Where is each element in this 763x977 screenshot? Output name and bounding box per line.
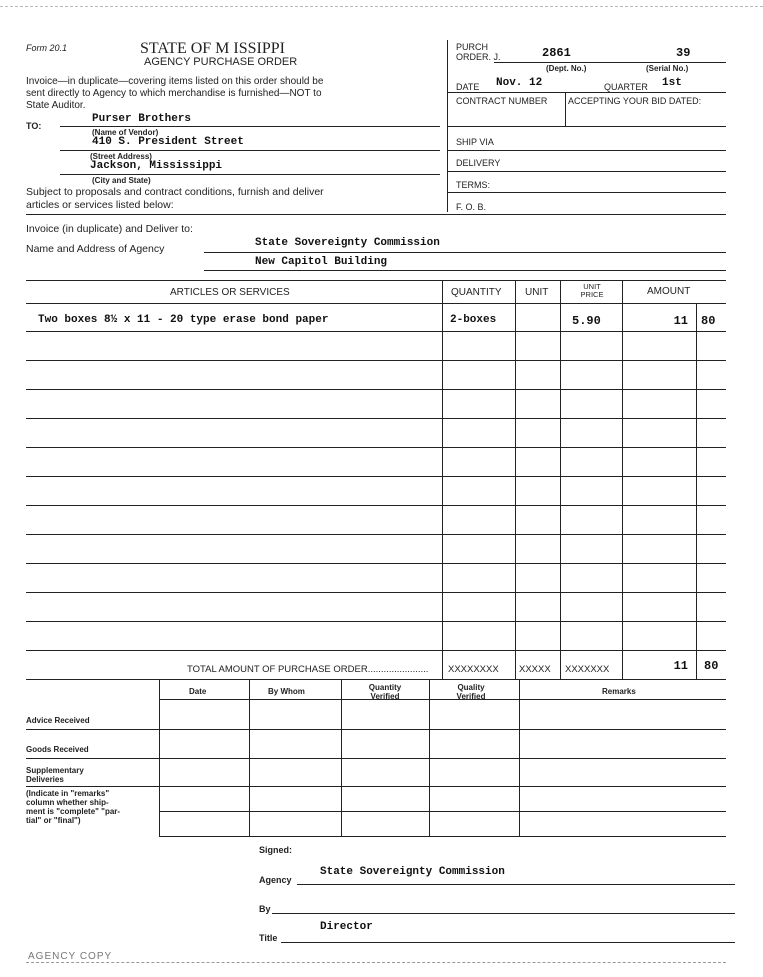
receipt-row-line [159,811,726,812]
receipt-row-line [26,758,726,759]
item-row-line [26,563,726,564]
item-amount-dollars: 11 [673,314,688,328]
bottom-tear-edge [26,962,726,963]
agency-name-line [204,252,726,253]
item-article: Two boxes 8½ x 11 - 20 type erase bond paper [38,314,329,326]
items-col-divider-4 [622,280,623,680]
vendor-city: Jackson, Mississippi [90,160,223,172]
item-row-line [26,360,726,361]
sig-by-label: By [259,904,271,914]
agency-address: New Capitol Building [255,256,388,268]
receipt-table-bottom [159,836,726,837]
supplementary-deliveries-label: Supplementary Deliveries [26,766,84,784]
order-number-line [494,62,726,63]
goods-received-label: Goods Received [26,745,89,754]
items-header-bottom [26,303,726,304]
dept-number: 2861 [542,46,571,60]
item-row-line [26,592,726,593]
contract-row-line [448,126,726,127]
receipt-row-line [26,786,726,787]
amount-header: AMOUNT [647,286,691,297]
invoice-deliver-text: Invoice (in duplicate) and Deliver to: [26,223,193,235]
form-number: Form 20.1 [26,43,68,53]
receipt-date-header: Date [189,687,207,696]
item-row-line [26,331,726,332]
date-row-line [448,92,726,93]
delivery-label: DELIVERY [456,158,501,168]
sig-by-line [272,913,735,914]
ship-via-label: SHIP VIA [456,137,494,147]
quarter-value: 1st [662,77,682,89]
items-col-divider-3 [560,280,561,680]
advice-received-label: Advice Received [26,716,90,725]
fob-label: F. O. B. [456,202,487,212]
total-amount-dollars: 11 [673,659,688,673]
vendor-name-line [60,126,440,127]
articles-header: ARTICLES OR SERVICES [170,287,290,298]
item-quantity: 2-boxes [450,314,497,326]
agency-address-line [204,270,726,271]
item-row-line [26,418,726,419]
quarter-label: QUARTER [604,82,648,92]
contract-divider [565,92,566,126]
total-amount-cents: 80 [704,659,719,673]
terms-label: TERMS: [456,180,491,190]
delivery-line [448,171,726,172]
total-label: TOTAL AMOUNT OF PURCHASE ORDER....................... [187,664,429,675]
header-bottom-rule [26,214,726,215]
vendor-name: Purser Brothers [92,113,192,125]
unit-price-header: UNIT PRICE [580,282,604,299]
item-row-line [26,505,726,506]
invoice-note: Invoice—in duplicate—covering items listed on this order should be sent directly to Agency to which merchandise is furnished—NOT to State Auditor. [26,76,324,111]
vendor-street-label: (Street Address) [90,152,152,161]
signed-label: Signed: [259,845,292,855]
sig-title-value: Director [320,921,373,933]
terms-line [448,192,726,193]
vendor-city-line [60,174,440,175]
item-row-line [26,447,726,448]
receipt-remarks-header: Remarks [602,687,636,696]
ship-via-line [448,150,726,151]
sig-title-label: Title [259,933,278,943]
item-amount-cents: 80 [701,314,716,328]
top-tear-edge [0,6,763,7]
agency-name: State Sovereignty Commission [255,237,440,249]
item-unit-price: 5.90 [572,314,601,328]
receipt-by-whom-header: By Whom [268,687,305,696]
state-title: STATE OF M ISSIPPI [140,40,285,57]
sig-agency-value: State Sovereignty Commission [320,866,505,878]
item-row-line [26,534,726,535]
receipt-header-line [159,699,726,700]
quantity-header: QUANTITY [451,287,502,298]
receipt-row-line [26,729,726,730]
item-row-line [26,621,726,622]
agency-address-label: Name and Address of Agency [26,243,165,255]
subject-text: Subject to proposals and contract conditions, furnish and deliver articles or services listed below: [26,186,324,211]
total-unit-price-mask: XXXXXXX [565,664,610,675]
receipt-quantity-verified-header: Quantity Verified [368,683,402,701]
items-table-bottom [26,679,726,680]
shipment-note: (Indicate in "remarks" column whether ship- ment is "complete" "par- tial" or "final") [26,789,121,825]
item-row-line [26,650,726,651]
item-row-line [26,476,726,477]
vendor-street: 410 S. President Street [92,136,244,148]
order-title: AGENCY PURCHASE ORDER [144,56,298,68]
sig-agency-label: Agency [259,875,292,885]
sig-agency-line [297,884,735,885]
vendor-name-label: (Name of Vendor) [92,128,159,137]
items-col-divider-2 [515,280,516,680]
serial-no-label: (Serial No.) [646,64,689,73]
purch-order-label: PURCH ORDER. J. [456,42,501,62]
date-label: DATE [456,82,480,92]
receipt-quality-verified-header: Quality Verified [456,683,486,701]
items-table-top [26,280,726,281]
vendor-street-line [60,150,440,151]
agency-copy-label: AGENCY COPY [28,951,113,962]
contract-number-label: CONTRACT NUMBER [456,96,548,106]
accepting-bid-label: ACCEPTING YOUR BID DATED: [568,96,702,106]
items-col-divider-1 [442,280,443,680]
to-label: TO: [26,121,42,131]
dept-no-label: (Dept. No.) [546,64,587,73]
vendor-city-label: (City and State) [92,176,151,185]
unit-header: UNIT [525,287,549,298]
item-row-line [26,389,726,390]
sig-title-line [281,942,735,943]
total-quantity-mask: XXXXXXXX [448,664,499,675]
date-value: Nov. 12 [496,77,543,89]
total-unit-mask: XXXXX [519,664,551,675]
serial-number: 39 [676,46,691,60]
